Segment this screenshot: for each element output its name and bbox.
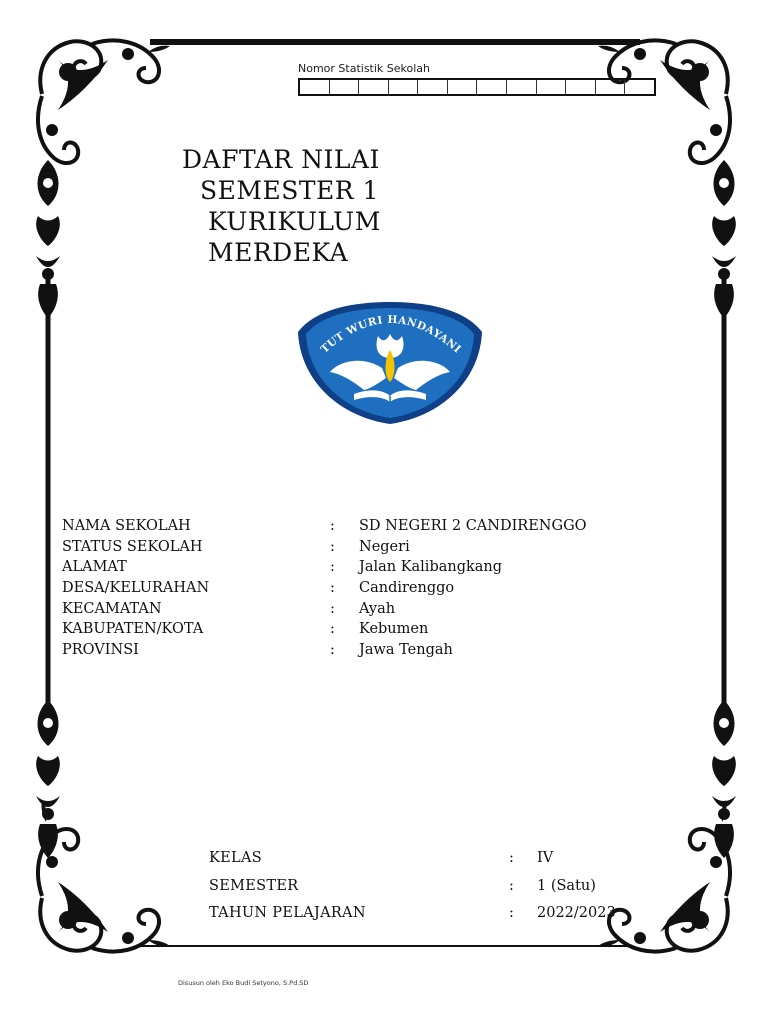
school-info-separator: : [330, 518, 335, 534]
school-info-label: DESA/KELURAHAN [62, 580, 210, 597]
class-info-value: IV [537, 850, 554, 866]
nss-digit-box[interactable] [300, 80, 330, 94]
school-info-label: NAMA SEKOLAH [62, 518, 191, 534]
school-info-value: Jalan Kalibangkang [359, 559, 503, 576]
nss-digit-box[interactable] [448, 80, 478, 94]
nss-digit-box[interactable] [477, 80, 507, 94]
school-info-separator: : [330, 621, 335, 638]
nss-digit-box[interactable] [625, 80, 654, 94]
class-info-separator: : [509, 850, 514, 866]
school-info-value: Jawa Tengah [359, 642, 453, 659]
school-info-separator: : [330, 538, 335, 555]
document-title [182, 144, 381, 268]
class-info-label: SEMESTER [209, 877, 299, 894]
school-info-value: Candirenggo [359, 580, 455, 597]
school-info-separator: : [330, 580, 335, 597]
nss-digit-box[interactable] [418, 80, 448, 94]
logo-motto: TUT WURI HANDAYANI [318, 313, 464, 356]
school-info-value: Negeri [359, 538, 410, 555]
class-info-value: 1 (Satu) [537, 877, 596, 894]
title-line-3: KURIKULUM [208, 207, 381, 236]
nss-digit-box[interactable] [389, 80, 419, 94]
nss-input-boxes[interactable] [298, 78, 656, 96]
class-info-label: KELAS [209, 850, 262, 866]
nss-digit-box[interactable] [330, 80, 360, 94]
school-info-separator: : [330, 559, 335, 576]
title-line-1: DAFTAR NILAI [182, 145, 380, 174]
school-info-label: PROVINSI [62, 642, 139, 659]
nss-label: Nomor Statistik Sekolah [298, 62, 431, 75]
school-info-separator: : [330, 642, 335, 659]
class-info-separator: : [509, 905, 514, 921]
title-line-4: MERDEKA [208, 238, 349, 267]
tut-wuri-handayani-logo [294, 298, 486, 426]
nss-digit-box[interactable] [507, 80, 537, 94]
nss-digit-box[interactable] [596, 80, 626, 94]
school-info-value: SD NEGERI 2 CANDIRENGGO [359, 518, 587, 534]
class-info-label: TAHUN PELAJARAN [209, 905, 366, 921]
nss-digit-box[interactable] [537, 80, 567, 94]
title-line-2: SEMESTER 1 [200, 176, 379, 205]
school-info-label: KABUPATEN/KOTA [62, 621, 204, 638]
school-info-separator: : [330, 600, 335, 617]
class-info-value: 2022/2023 [537, 905, 616, 921]
school-info-value: Kebumen [359, 621, 429, 638]
nss-digit-box[interactable] [566, 80, 596, 94]
school-info-value: Ayah [359, 600, 396, 617]
nss-digit-box[interactable] [359, 80, 389, 94]
school-info-label: ALAMAT [62, 559, 127, 576]
footer-author: Disusun oleh Eko Budi Setyono, S.Pd.SD [178, 979, 309, 987]
class-info-separator: : [509, 877, 514, 894]
school-info-label: STATUS SEKOLAH [62, 538, 203, 555]
school-info-label: KECAMATAN [62, 600, 162, 617]
